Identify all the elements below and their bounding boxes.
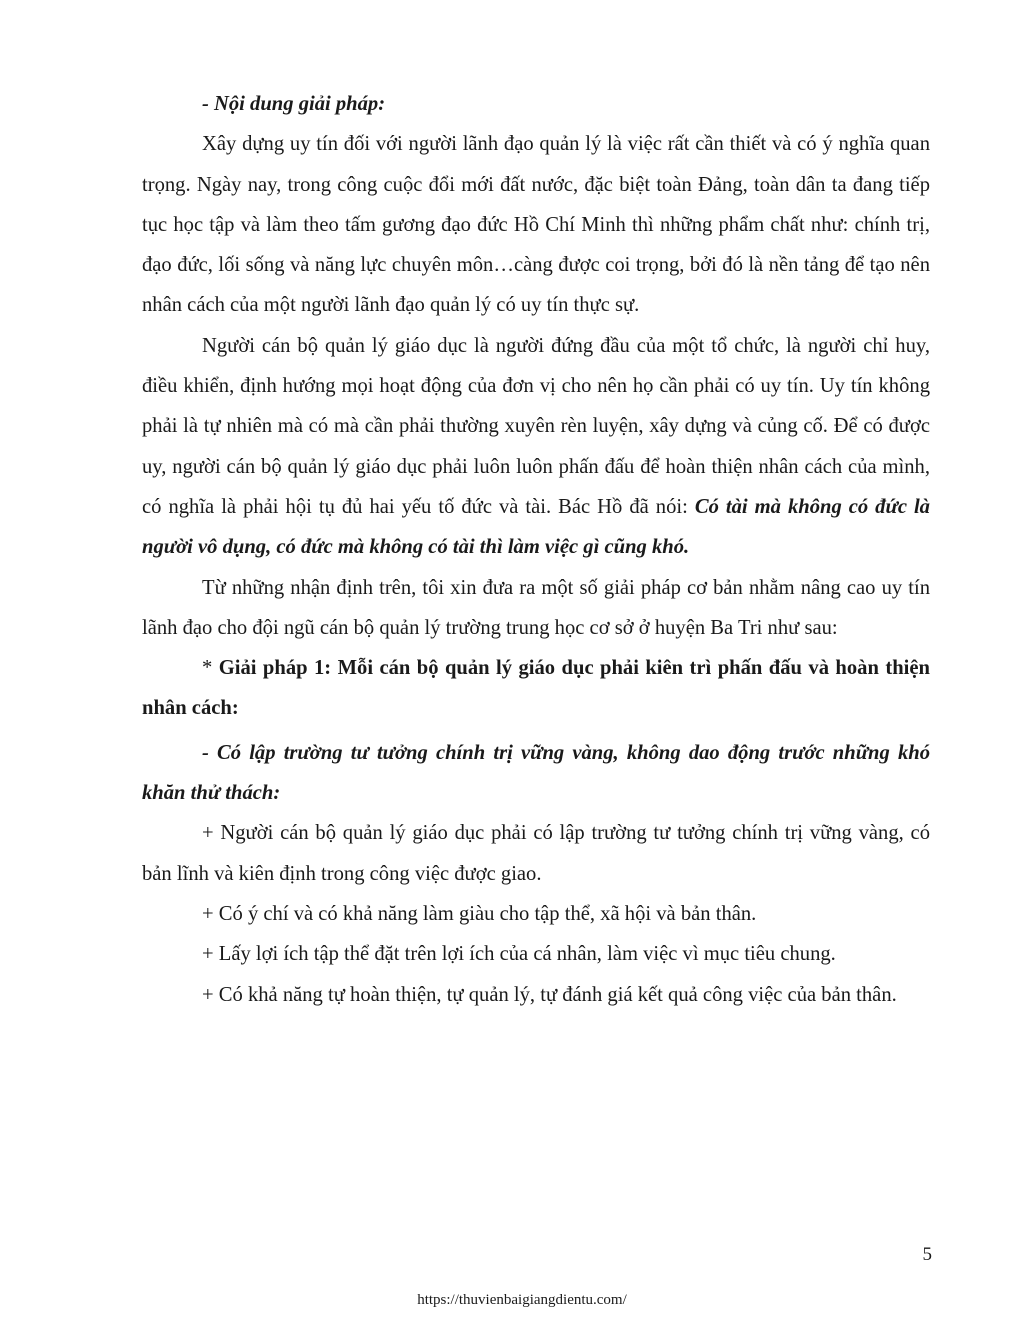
footer-url[interactable]: https://thuvienbaigiangdientu.com/ (417, 1292, 627, 1308)
document-body (142, 84, 930, 1015)
paragraph-1: Xây dựng uy tín đối với người lãnh đạo quản lý là việc rất cần thiết và có ý nghĩa quan trọng. Ngày nay, trong công cuộc đổi mới đất nước, đặc biệt toàn Đảng, toàn dân ta đang tiếp tục học tập và làm theo tấm gương đạo đức Hồ Chí Minh thì những phẩm chất như: chính trị, đạo đức, lối sống và năng lực chuyên môn…càng được coi trọng, bởi đó là nền tảng để tạo nên nhân cách của một người lãnh đạo quản lý có uy tín thực sự. (142, 133, 930, 317)
bullet-item-4: + Có khả năng tự hoàn thiện, tự quản lý, tự đánh giá kết quả công việc của bản thân. (202, 983, 897, 1006)
solution-1-heading (142, 648, 930, 729)
heading-solution-content: - Nội dung giải pháp: (202, 93, 386, 115)
paragraph-3: Từ những nhận định trên, tôi xin đưa ra một số giải pháp cơ bản nhằm nâng cao uy tín lãnh đạo cho đội ngũ cán bộ quản lý trường trung học cơ sở ở huyện Ba Tri như sau: (142, 576, 930, 639)
subheading-political: - Có lập trường tư tưởng chính trị vững vàng, không dao động trước những khó khăn thử thách: (142, 741, 930, 805)
bullet-item-2: + Có ý chí và có khả năng làm giàu cho tập thể, xã hội và bản thân. (202, 902, 757, 925)
bullet-item-1: + Người cán bộ quản lý giáo dục phải có lập trường tư tưởng chính trị vững vàng, có bản lĩnh và kiên định trong công việc được giao. (142, 822, 930, 885)
page-number: 5 (922, 1244, 932, 1265)
solution-1-title: Giải pháp 1: Mỗi cán bộ quản lý giáo dục phải kiên trì phấn đấu và hoàn thiện nhân cách: (142, 657, 930, 720)
bullet-item-3: + Lấy lợi ích tập thể đặt trên lợi ích của cá nhân, làm việc vì mục tiêu chung. (202, 943, 836, 966)
paragraph-2-quote: Có tài mà không có đức là người vô dụng, có đức mà không có tài thì làm việc gì cũng khó. (142, 495, 930, 559)
paragraph-2 (142, 326, 930, 568)
solution-1-prefix: * (202, 657, 219, 680)
paragraph-2-text: Người cán bộ quản lý giáo dục là người đứng đầu của một tổ chức, là người chỉ huy, điều khiển, định hướng mọi hoạt động của đơn vị cho nên họ cần phải có uy tín. Uy tín không phải là tự nhiên mà có mà cần phải thường xuyên rèn luyện, xây dựng và củng cố. Để có được uy, người cán bộ quản lý giáo dục phải luôn luôn phấn đấu để hoàn thiện nhân cách của mình, có nghĩa là phải hội tụ đủ hai yếu tố đức và tài. Bác Hồ đã nói: (142, 334, 930, 518)
